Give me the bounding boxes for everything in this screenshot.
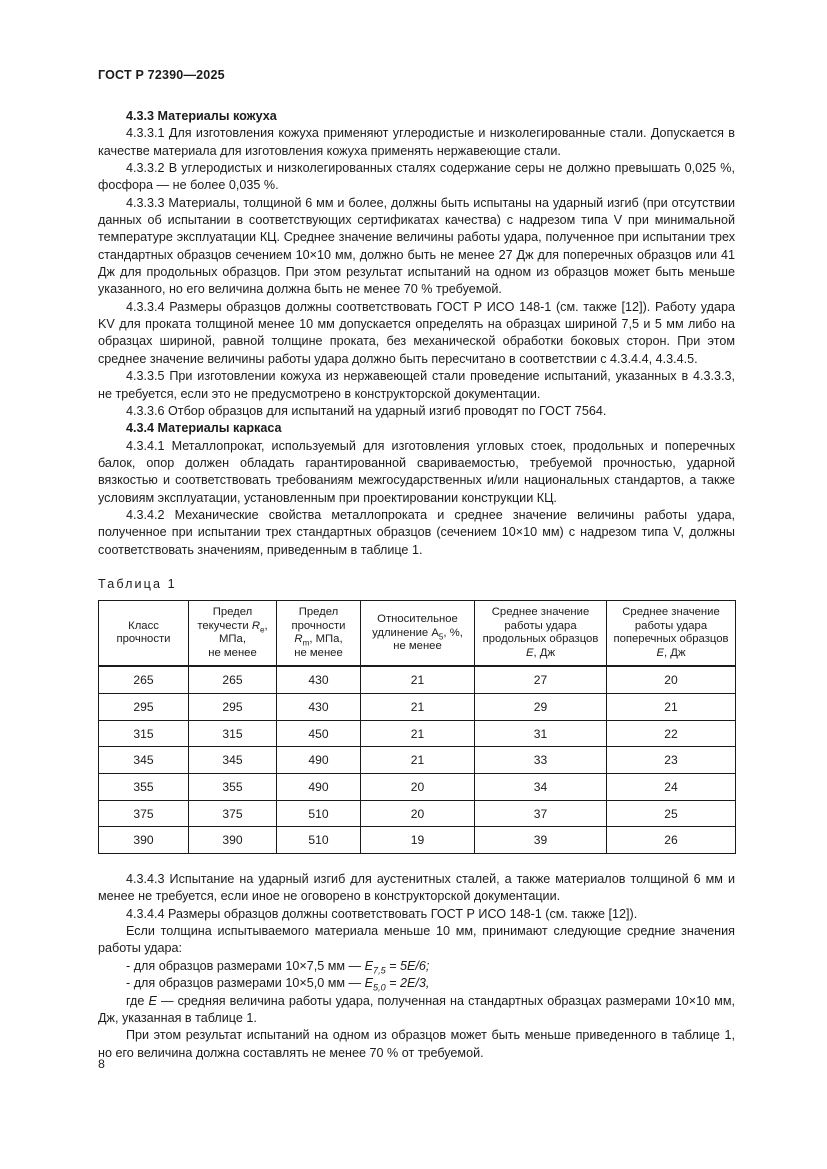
table-header-row <box>99 601 736 667</box>
paragraph-4-3-3-1: 4.3.3.1 Для изготовления кожуха применяют углеродистые и низколегированные стали. Допускается в качестве материала для изготовления кожуха применять нержавеющие стали. <box>98 126 735 158</box>
table-cell: 34 <box>475 774 607 801</box>
table-row <box>99 747 736 774</box>
header-line: прочности <box>291 619 346 632</box>
table-cell: 490 <box>277 774 361 801</box>
header-line: Среднее значение <box>622 606 720 619</box>
table-row <box>99 666 736 693</box>
table-cell: 20 <box>361 774 475 801</box>
list-item-text: - для образцов размерами 10×7,5 мм — <box>126 958 365 973</box>
table-cell: 430 <box>277 666 361 693</box>
header-line: работы удара <box>634 619 708 632</box>
running-head: ГОСТ Р 72390—2025 <box>98 68 225 82</box>
table-cell: 315 <box>189 720 277 747</box>
paragraph-final-note: При этом результат испытаний на одном из образцов может быть меньше приведенного в таблице 1, но его величина должна составлять не менее 70 % от требуемой. <box>98 1028 735 1060</box>
spacer-caption <box>98 593 735 600</box>
header-line: удлинение $A_5$, %, <box>372 626 463 641</box>
table-cell: 265 <box>99 666 189 693</box>
table-cell: 345 <box>99 747 189 774</box>
header-line: Предел <box>298 606 339 619</box>
table-cell: 510 <box>277 827 361 854</box>
table-cell: 31 <box>475 720 607 747</box>
table-cell: 23 <box>607 747 736 774</box>
paragraph-4-3-3-6: 4.3.3.6 Отбор образцов для испытаний на ударный изгиб проводят по ГОСТ 7564. <box>126 403 607 418</box>
table-row <box>99 800 736 827</box>
table-cell: 20 <box>607 666 736 693</box>
table-cell: 450 <box>277 720 361 747</box>
col-header-strength-class <box>99 601 189 667</box>
symbol-E: E <box>148 993 157 1008</box>
table-cell: 24 <box>607 774 736 801</box>
header-line: не менее <box>393 639 442 652</box>
mechanical-properties-table <box>98 600 736 854</box>
table-cell: 375 <box>189 800 277 827</box>
symbol-E: E <box>364 958 374 973</box>
header-line: прочности <box>116 633 171 646</box>
col-header-impact-longitudinal <box>475 601 607 667</box>
list-item-text: - для образцов размерами 10×5,0 мм — <box>126 976 365 991</box>
header-line: поперечных образцов <box>613 633 729 646</box>
table-cell: 21 <box>361 666 475 693</box>
where-prefix: где <box>126 993 149 1008</box>
table-cell: 390 <box>99 827 189 854</box>
header-line: не менее <box>208 646 257 659</box>
table-cell: 26 <box>607 827 736 854</box>
table-body <box>99 666 736 853</box>
paragraph-4-3-4-2: 4.3.4.2 Механические свойства металлопроката и среднее значение величины работы удара, полученное при испытании трех стандартных образцов (сечением 10×10 мм) с надрезом типа V, должны соответствовать значениям, приведенным в таблице 1. <box>98 507 735 557</box>
table-cell: 33 <box>475 747 607 774</box>
paragraph-4-3-3-5: 4.3.3.5 При изготовлении кожуха из нержавеющей стали проведение испытаний, указанных в 4.3.3.3, не требуется, если это не предусмотрено в конструкторской документации. <box>98 369 735 401</box>
subscript: 5,0 <box>373 982 386 993</box>
where-text: — средняя величина работы удара, полученная на стандартных образцах размерами 10×10 мм, Дж, указанная в таблице 1. <box>98 993 735 1025</box>
table-cell: 390 <box>189 827 277 854</box>
paragraph-4-3-4-3: 4.3.4.3 Испытание на ударный изгиб для аустенитных сталей, а также материалов толщиной 6 мм и менее не требуется, если иное не оговорено в конструкторской документации. <box>98 872 735 904</box>
col-header-elongation <box>361 601 475 667</box>
header-line: Относительное <box>377 613 458 626</box>
table-cell: 21 <box>361 720 475 747</box>
header-line: E, Дж <box>656 646 686 659</box>
table-cell: 27 <box>475 666 607 693</box>
table-cell: 510 <box>277 800 361 827</box>
header-line: МПа, <box>219 633 246 646</box>
table-cell: 295 <box>99 693 189 720</box>
header-line: E, Дж <box>525 646 556 659</box>
formula: = 5E/6; <box>385 958 430 973</box>
table-cell: 22 <box>607 720 736 747</box>
table-cell: 21 <box>607 693 736 720</box>
paragraph-4-3-4-4: 4.3.4.4 Размеры образцов должны соответствовать ГОСТ Р ИСО 148-1 (см. также [12]). <box>126 906 638 921</box>
table-cell: 355 <box>99 774 189 801</box>
table-cell: 20 <box>361 800 475 827</box>
table-row <box>99 827 736 854</box>
list-item-specimen-10x7-5 <box>98 958 735 975</box>
spacer-before-table <box>98 559 735 576</box>
table-cell: 21 <box>361 693 475 720</box>
list-item-specimen-10x5-0 <box>98 975 735 992</box>
table-caption: Таблица 1 <box>98 576 177 591</box>
symbol-E: E <box>364 976 374 991</box>
table-cell: 375 <box>99 800 189 827</box>
col-header-impact-transverse <box>607 601 736 667</box>
formula: = 2E/3, <box>385 976 430 991</box>
table-cell: 345 <box>189 747 277 774</box>
table-row <box>99 774 736 801</box>
table-cell: 21 <box>361 747 475 774</box>
header-line: продольных образцов <box>482 633 599 646</box>
subscript: 7,5 <box>373 965 386 976</box>
col-header-yield-strength <box>189 601 277 667</box>
table-cell: 315 <box>99 720 189 747</box>
table-row <box>99 720 736 747</box>
page-number: 8 <box>98 1057 105 1071</box>
header-line: $R_m$, МПа, <box>294 633 343 648</box>
header-line: Среднее значение <box>491 606 590 619</box>
heading-4-3-3: 4.3.3 Материалы кожуха <box>126 109 277 123</box>
table-cell: 19 <box>361 827 475 854</box>
table-cell: 25 <box>607 800 736 827</box>
header-line: не менее <box>294 646 343 659</box>
header-line: Класс <box>128 619 159 632</box>
table-cell: 29 <box>475 693 607 720</box>
spacer-after-table <box>98 854 735 871</box>
paragraph-4-3-3-4: 4.3.3.4 Размеры образцов должны соответствовать ГОСТ Р ИСО 148-1 (см. также [12]). Работу удара KV для проката толщиной менее 10 мм допускается определять на образцах шириной 7,5 и 5 мм либо на образцах шириной, равной толщине проката, без механической обработки боковых сторон. При этом среднее значение величины работы удара должно быть пересчитано в соответствии с 4.3.4.4, 4.3.4.5. <box>98 299 735 366</box>
table-cell: 355 <box>189 774 277 801</box>
table-cell: 39 <box>475 827 607 854</box>
paragraph-4-3-3-2: 4.3.3.2 В углеродистых и низколегированных сталях содержание серы не должно превышать 0,025 %, фосфора — не более 0,035 %. <box>98 161 735 193</box>
paragraph-4-3-4-1: 4.3.4.1 Металлопрокат, используемый для изготовления угловых стоек, продольных и поперечных балок, опор должен обладать гарантированной свариваемостью, требуемой прочностью, ударной вязкостью и соответствовать требованиям межгосударственных и/или национальных стандартов, а также условиям эксплуатации, установленным при проектировании конструкции КЦ. <box>98 438 735 505</box>
paragraph-thickness-condition: Если толщина испытываемого материала меньше 10 мм, принимают следующие средние значения работы удара: <box>98 924 735 956</box>
table-cell: 265 <box>189 666 277 693</box>
table-cell: 430 <box>277 693 361 720</box>
heading-4-3-4: 4.3.4 Материалы каркаса <box>126 421 282 436</box>
header-line: Предел <box>212 606 253 619</box>
table-cell: 295 <box>189 693 277 720</box>
header-line: работы удара <box>504 619 577 632</box>
table-cell: 490 <box>277 747 361 774</box>
table-row <box>99 693 736 720</box>
col-header-tensile-strength <box>277 601 361 667</box>
paragraph-where-definition <box>98 993 735 1028</box>
header-line: текучести $R_e$, <box>197 619 268 635</box>
table-cell: 37 <box>475 800 607 827</box>
page-body <box>98 108 735 1062</box>
paragraph-4-3-3-3: 4.3.3.3 Материалы, толщиной 6 мм и более, должны быть испытаны на ударный изгиб (при отсутствии данных об испытании в соответствующих сертификатах качества) с надрезом типа V при минимальной температуре эксплуатации КЦ. Среднее значение величины работы удара, полученное при испытании трех стандартных образцов сечением 10×10 мм, должно быть не менее 27 Дж для поперечных образцов или 41 Дж для продольных образцов. При этом результат испытаний на одном из образцов может быть меньше указанного, но его величина должна быть не менее 70 % требуемой. <box>98 195 735 297</box>
